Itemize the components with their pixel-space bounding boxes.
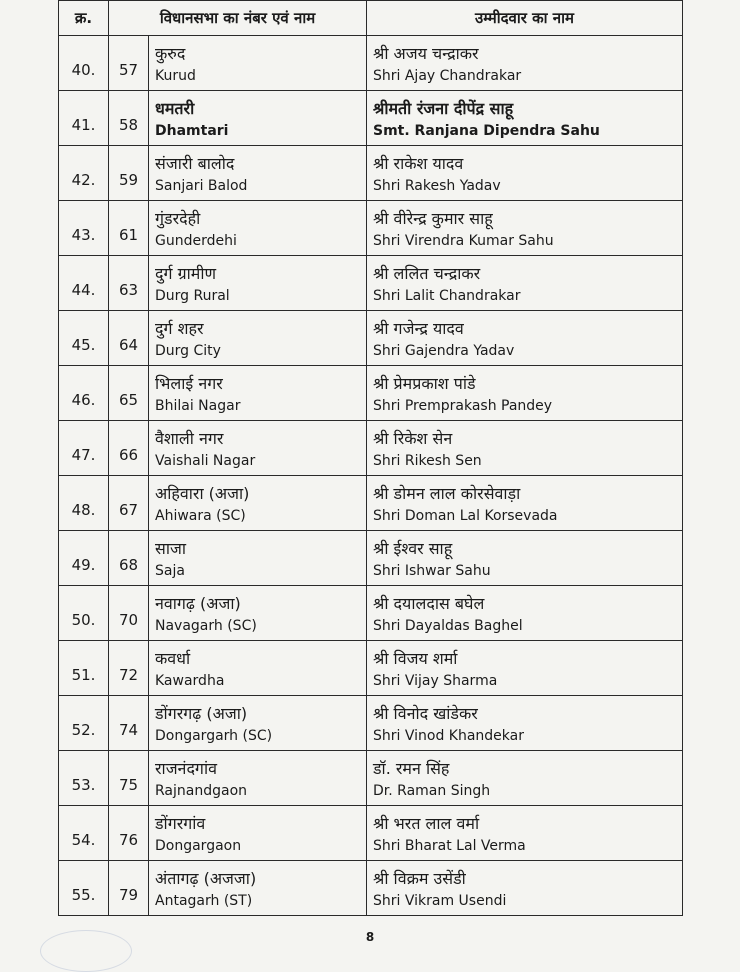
- table-header-row: [59, 1, 683, 36]
- table-row: [59, 91, 683, 146]
- candidate-name-hindi: श्री दयालदास बघेल: [373, 593, 485, 613]
- serial-number: 46.: [59, 366, 109, 421]
- candidate-name-english: Shri Ajay Chandrakar: [373, 67, 522, 84]
- table-row: [59, 366, 683, 421]
- serial-header: क्र.: [59, 1, 109, 36]
- table-row: [59, 696, 683, 751]
- constituency-number: 72: [109, 641, 149, 696]
- candidate-name-english: Shri Gajendra Yadav: [373, 342, 515, 359]
- constituency-name-hindi: नवागढ़ (अजा): [155, 593, 241, 613]
- table-row: [59, 421, 683, 476]
- serial-number: 53.: [59, 751, 109, 806]
- constituency-name-hindi: कुरुद: [155, 43, 186, 63]
- candidate-cell: [367, 476, 683, 531]
- candidate-name-english: Shri Vikram Usendi: [373, 892, 507, 909]
- serial-number: 54.: [59, 806, 109, 861]
- table-row: [59, 311, 683, 366]
- constituency-name-hindi: दुर्ग ग्रामीण: [155, 263, 217, 283]
- candidate-cell: [367, 696, 683, 751]
- candidate-cell: [367, 366, 683, 421]
- candidate-name-hindi: श्री गजेन्द्र यादव: [373, 318, 464, 338]
- table-row: [59, 256, 683, 311]
- constituency-number: 59: [109, 146, 149, 201]
- constituency-name-english: Navagarh (SC): [155, 617, 257, 634]
- constituency-name-english: Vaishali Nagar: [155, 452, 256, 469]
- table-row: [59, 861, 683, 916]
- candidate-name-english: Smt. Ranjana Dipendra Sahu: [373, 122, 600, 139]
- constituency-cell: [149, 751, 367, 806]
- candidate-name-hindi: श्री विक्रम उसेंडी: [373, 868, 466, 888]
- constituency-number: 68: [109, 531, 149, 586]
- constituency-number: 67: [109, 476, 149, 531]
- constituency-header: विधानसभा का नंबर एवं नाम: [109, 1, 367, 36]
- constituency-cell: [149, 531, 367, 586]
- candidate-cell: [367, 806, 683, 861]
- serial-number: 50.: [59, 586, 109, 641]
- constituency-name-hindi: अंतागढ़ (अजजा): [155, 868, 257, 888]
- candidate-cell: [367, 586, 683, 641]
- serial-number: 55.: [59, 861, 109, 916]
- candidate-cell: [367, 311, 683, 366]
- candidate-name-english: Shri Rikesh Sen: [373, 452, 482, 469]
- constituency-name-english: Dhamtari: [155, 122, 229, 139]
- candidate-name-hindi: श्री वीरेन्द्र कुमार साहू: [373, 208, 493, 228]
- candidate-name-hindi: श्री विजय शर्मा: [373, 648, 458, 668]
- constituency-name-hindi: अहिवारा (अजा): [155, 483, 250, 503]
- candidate-name-hindi: श्री ईश्वर साहू: [373, 538, 453, 558]
- constituency-number: 63: [109, 256, 149, 311]
- candidate-cell: [367, 36, 683, 91]
- constituency-number: 79: [109, 861, 149, 916]
- constituency-cell: [149, 421, 367, 476]
- candidate-cell: [367, 861, 683, 916]
- candidate-name-hindi: श्री राकेश यादव: [373, 153, 464, 173]
- constituency-name-hindi: डोंगरगढ़ (अजा): [155, 703, 248, 723]
- constituency-cell: [149, 476, 367, 531]
- serial-number: 41.: [59, 91, 109, 146]
- constituency-cell: [149, 366, 367, 421]
- candidate-name-english: Dr. Raman Singh: [373, 782, 491, 799]
- candidate-name-hindi: डॉ. रमन सिंह: [373, 758, 450, 778]
- constituency-number: 76: [109, 806, 149, 861]
- constituency-cell: [149, 36, 367, 91]
- constituency-name-english: Dongargaon: [155, 837, 242, 854]
- constituency-number: 58: [109, 91, 149, 146]
- constituency-number: 61: [109, 201, 149, 256]
- constituency-number: 74: [109, 696, 149, 751]
- constituency-name-english: Rajnandgaon: [155, 782, 248, 799]
- candidate-name-hindi: श्री रिकेश सेन: [373, 428, 453, 448]
- candidate-cell: [367, 256, 683, 311]
- candidate-cell: [367, 751, 683, 806]
- candidate-name-english: Shri Vijay Sharma: [373, 672, 498, 689]
- candidate-cell: [367, 201, 683, 256]
- candidate-table: [58, 0, 683, 916]
- candidate-name-english: Shri Rakesh Yadav: [373, 177, 501, 194]
- constituency-number: 75: [109, 751, 149, 806]
- constituency-name-english: Ahiwara (SC): [155, 507, 246, 524]
- constituency-name-hindi: धमतरी: [155, 98, 195, 118]
- constituency-name-hindi: भिलाई नगर: [155, 373, 223, 393]
- constituency-cell: [149, 696, 367, 751]
- serial-number: 44.: [59, 256, 109, 311]
- constituency-cell: [149, 586, 367, 641]
- serial-number: 47.: [59, 421, 109, 476]
- table-row: [59, 531, 683, 586]
- candidate-name-english: Shri Premprakash Pandey: [373, 397, 553, 414]
- constituency-number: 70: [109, 586, 149, 641]
- constituency-name-hindi: साजा: [155, 538, 186, 558]
- constituency-name-hindi: डोंगरगांव: [155, 813, 206, 833]
- constituency-number: 64: [109, 311, 149, 366]
- candidate-cell: [367, 91, 683, 146]
- table-row: [59, 36, 683, 91]
- candidate-name-hindi: श्री अजय चन्द्राकर: [373, 43, 479, 63]
- candidate-name-english: Shri Virendra Kumar Sahu: [373, 232, 554, 249]
- constituency-name-english: Saja: [155, 562, 185, 579]
- serial-number: 40.: [59, 36, 109, 91]
- candidate-name-english: Shri Doman Lal Korsevada: [373, 507, 558, 524]
- constituency-name-hindi: दुर्ग शहर: [155, 318, 204, 338]
- candidate-name-english: Shri Ishwar Sahu: [373, 562, 491, 579]
- constituency-cell: [149, 861, 367, 916]
- constituency-cell: [149, 806, 367, 861]
- constituency-cell: [149, 641, 367, 696]
- constituency-name-english: Durg Rural: [155, 287, 230, 304]
- candidate-cell: [367, 421, 683, 476]
- constituency-name-english: Bhilai Nagar: [155, 397, 241, 414]
- serial-number: 42.: [59, 146, 109, 201]
- serial-number: 43.: [59, 201, 109, 256]
- candidate-name-english: Shri Dayaldas Baghel: [373, 617, 523, 634]
- candidate-name-hindi: श्री प्रेमप्रकाश पांडे: [373, 373, 476, 393]
- constituency-name-english: Kurud: [155, 67, 196, 84]
- constituency-name-english: Dongargarh (SC): [155, 727, 273, 744]
- candidate-list-sheet: [58, 0, 682, 916]
- constituency-name-english: Gunderdehi: [155, 232, 237, 249]
- candidate-name-english: Shri Vinod Khandekar: [373, 727, 524, 744]
- constituency-number: 57: [109, 36, 149, 91]
- candidate-name-hindi: श्री भरत लाल वर्मा: [373, 813, 480, 833]
- candidate-name-english: Shri Bharat Lal Verma: [373, 837, 526, 854]
- constituency-name-english: Kawardha: [155, 672, 225, 689]
- constituency-name-english: Durg City: [155, 342, 221, 359]
- page-number: 8: [365, 930, 375, 944]
- serial-number: 48.: [59, 476, 109, 531]
- candidate-cell: [367, 531, 683, 586]
- candidate-name-hindi: श्री ललित चन्द्राकर: [373, 263, 481, 283]
- table-row: [59, 806, 683, 861]
- candidate-name-hindi: श्री डोमन लाल कोरसेवाड़ा: [373, 483, 521, 503]
- constituency-name-hindi: वैशाली नगर: [155, 428, 224, 448]
- table-body: [59, 36, 683, 916]
- table-row: [59, 146, 683, 201]
- candidate-name-hindi: श्रीमती रंजना दीपेंद्र साहू: [373, 98, 514, 118]
- serial-number: 51.: [59, 641, 109, 696]
- serial-number: 45.: [59, 311, 109, 366]
- candidate-name-english: Shri Lalit Chandrakar: [373, 287, 521, 304]
- candidate-cell: [367, 641, 683, 696]
- constituency-number: 66: [109, 421, 149, 476]
- candidate-name-hindi: श्री विनोद खांडेकर: [373, 703, 478, 723]
- candidate-header: उम्मीदवार का नाम: [367, 1, 683, 36]
- table-row: [59, 751, 683, 806]
- table-row: [59, 201, 683, 256]
- constituency-cell: [149, 256, 367, 311]
- constituency-name-hindi: संजारी बालोद: [155, 153, 235, 173]
- constituency-name-hindi: गुंडरदेही: [155, 208, 201, 228]
- constituency-name-hindi: राजनंदगांव: [155, 758, 217, 778]
- serial-number: 52.: [59, 696, 109, 751]
- constituency-name-english: Antagarh (ST): [155, 892, 253, 909]
- constituency-number: 65: [109, 366, 149, 421]
- constituency-cell: [149, 311, 367, 366]
- constituency-cell: [149, 201, 367, 256]
- table-row: [59, 586, 683, 641]
- constituency-cell: [149, 146, 367, 201]
- constituency-name-english: Sanjari Balod: [155, 177, 248, 194]
- constituency-name-hindi: कवर्धा: [155, 648, 191, 668]
- table-row: [59, 476, 683, 531]
- table-row: [59, 641, 683, 696]
- serial-number: 49.: [59, 531, 109, 586]
- constituency-cell: [149, 91, 367, 146]
- candidate-cell: [367, 146, 683, 201]
